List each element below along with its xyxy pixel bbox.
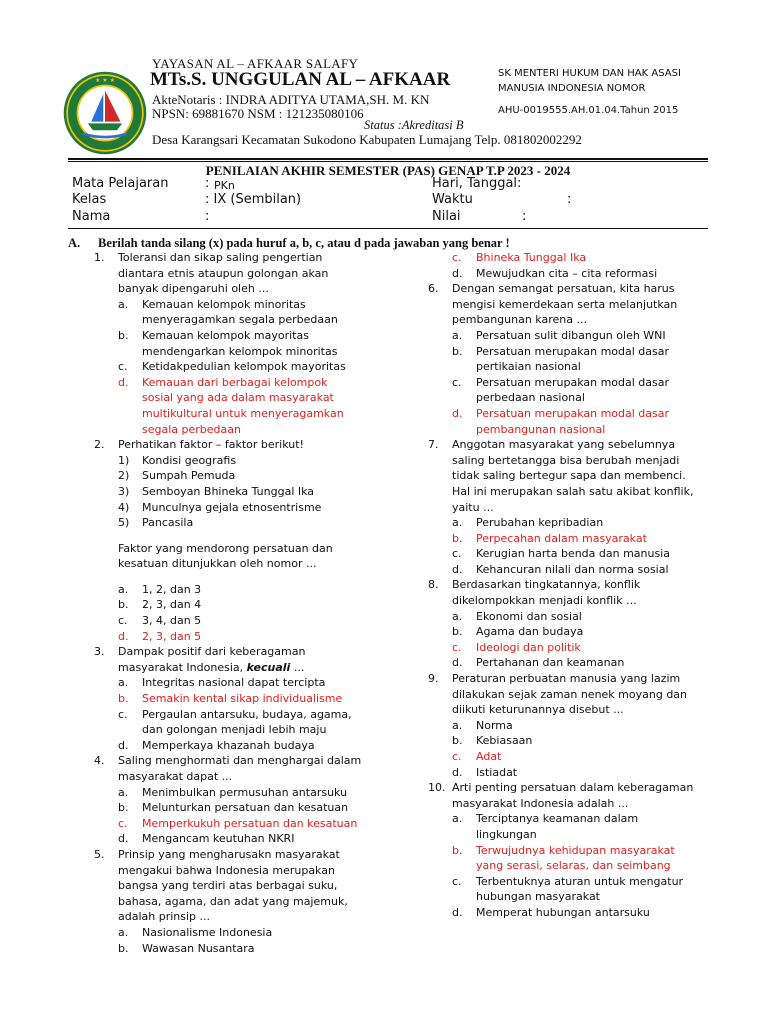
- option-6d-answer[interactable]: d. Persatuan merupakan modal dasar pembangunan nasional: [452, 406, 670, 436]
- option-5a[interactable]: a. Nasionalisme Indonesia: [118, 925, 273, 939]
- question-number: 10.: [428, 781, 446, 795]
- question-text: Dampak positif dari keberagaman masyarakat Indonesia, kecuali ...: [118, 645, 306, 674]
- question-4: [94, 753, 394, 784]
- option-8b[interactable]: b. Agama dan budaya: [452, 625, 584, 639]
- factor-2: 2) Sumpah Pemuda: [118, 469, 236, 483]
- question-2: [94, 437, 394, 453]
- question-number: 5.: [94, 847, 105, 861]
- kelas-label: Kelas: [72, 192, 107, 207]
- notary-deed: AkteNotaris : INDRA ADITYA UTAMA,SH. M. KN: [152, 92, 430, 107]
- left-column: [94, 250, 394, 956]
- accreditation-status: Status :Akreditasi B: [364, 118, 464, 132]
- nama-label: Nama: [72, 209, 111, 224]
- option-10d[interactable]: d. Memperat hubungan antarsuku: [452, 905, 650, 919]
- option-1d-answer[interactable]: d. Kemauan dari berbagai kelompok sosial yang ada dalam masyarakat multikultural untuk menyeragamkan segala perbedaan: [118, 375, 344, 436]
- option-1b[interactable]: b. Kemauan kelompok mayoritas mendengarkan kelompok minoritas: [118, 328, 338, 358]
- option-10b-answer[interactable]: b. Terwujudnya kehidupan masyarakat yang serasi, selaras, dan seimbang: [452, 843, 675, 873]
- question-3: [94, 644, 394, 675]
- option-5c-answer[interactable]: c. Bhineka Tunggal Ika: [452, 251, 587, 264]
- option-4b[interactable]: b. Melunturkan persatuan dan kesatuan: [118, 801, 349, 815]
- nilai-colon: :: [522, 209, 527, 224]
- school-name: MTs.S. UNGGULAN AL – AFKAAR: [150, 69, 451, 90]
- option-9a[interactable]: a. Norma: [452, 718, 513, 732]
- question-text: Arti penting persatuan dalam keberagaman masyarakat Indonesia adalah ...: [452, 781, 694, 810]
- svg-text:★ ★ ★: ★ ★ ★: [94, 77, 116, 85]
- question-1: [94, 250, 394, 297]
- question-9: [428, 671, 718, 718]
- kecuali-emphasis: kecuali: [246, 660, 291, 674]
- question-text: Saling menghormati dan menghargai dalam masyarakat dapat ...: [118, 754, 362, 783]
- option-3a[interactable]: a. Integritas nasional dapat tercipta: [118, 676, 326, 690]
- question-number: 1.: [94, 251, 105, 264]
- question-10: [428, 780, 718, 811]
- question-7: [428, 437, 718, 515]
- option-5d[interactable]: d. Mewujudkan cita – cita reformasi: [452, 266, 658, 280]
- school-address: Desa Karangsari Kecamatan Sukodono Kabupaten Lumajang Telp. 081802002292: [152, 132, 582, 147]
- sk-decree: [498, 66, 708, 96]
- question-text: Prinsip yang mengharusakn masyarakat mengakui bahwa Indonesia merupakan bangsa yang terdiri atas berbagai suku, bahasa, agama, dan adat yang majemuk, adalah prinsip ...: [118, 847, 348, 924]
- option-9c-answer[interactable]: c. Adat: [452, 750, 502, 763]
- question-number: 7.: [428, 438, 439, 452]
- info-divider: [68, 228, 708, 229]
- question-text: Toleransi dan sikap saling pengertian diantara etnis ataupun golongan akan banyak dipengaruhi oleh ...: [118, 251, 329, 296]
- option-2c[interactable]: c. 3, 4, dan 5: [118, 614, 202, 628]
- date-label: Hari, Tanggal:: [432, 176, 522, 191]
- nilai-label: Nilai: [432, 209, 461, 224]
- option-2d-answer[interactable]: d. 2, 3, dan 5: [118, 629, 202, 643]
- yayasan-name: YAYASAN AL – AFKAAR SALAFY: [152, 56, 359, 71]
- option-9b[interactable]: b. Kebiasaan: [452, 734, 533, 748]
- option-6a[interactable]: a. Persatuan sulit dibangun oleh WNI: [452, 328, 666, 342]
- waktu-colon: :: [567, 192, 572, 207]
- option-3c[interactable]: c. Pergaulan antarsuku, budaya, agama, dan golongan menjadi lebih maju: [118, 707, 352, 737]
- option-1a[interactable]: a. Kemauan kelompok minoritas menyeragamkan segala perbedaan: [118, 297, 338, 327]
- option-3b-answer[interactable]: b. Semakin kental sikap individualisme: [118, 692, 343, 706]
- factor-4: 4) Munculnya gejala etnosentrisme: [118, 500, 322, 514]
- option-9d[interactable]: d. Istiadat: [452, 765, 518, 779]
- question-text: Berdasarkan tingkatannya, konflik dikelompokkan menjadi konflik ...: [452, 578, 641, 608]
- question-number: 2.: [94, 438, 105, 452]
- option-6b[interactable]: b. Persatuan merupakan modal dasar pertikaian nasional: [452, 344, 670, 374]
- mapel-colon: :: [205, 176, 210, 191]
- question-text: Perhatikan faktor – faktor berikut!: [118, 438, 304, 452]
- exam-title: PENILAIAN AKHIR SEMESTER (PAS) GENAP T.P 2023 - 2024: [205, 163, 571, 178]
- question-number: 4.: [94, 754, 105, 768]
- factor-5: 5) Pancasila: [118, 516, 194, 530]
- factor-3: 3) Semboyan Bhineka Tunggal Ika: [118, 484, 315, 498]
- header-divider: [68, 158, 708, 160]
- question-text: Anggotan masyarakat yang sebelumnya saling bertetangga bisa berubah menjadi tidak saling bertegur sapa dan membenci. Hal ini merupakan salah satu akibat konflik, yaitu ...: [452, 438, 694, 514]
- question-text: Dengan semangat persatuan, kita harus mengisi kemerdekaan serta melanjutkan pembangunan karena ...: [452, 282, 678, 327]
- option-6c[interactable]: c. Persatuan merupakan modal dasar perbedaan nasional: [452, 375, 670, 405]
- question-6: [428, 281, 718, 328]
- option-4a[interactable]: a. Menimbulkan permusuhan antarsuku: [118, 785, 348, 799]
- option-10c[interactable]: c. Terbentuknya aturan untuk mengatur hubungan masyarakat: [452, 874, 684, 904]
- option-4c-answer[interactable]: c. Memperkukuh persatuan dan kesatuan: [118, 816, 358, 830]
- option-1c[interactable]: c. Ketidakpedulian kelompok mayoritas: [118, 360, 346, 374]
- question-8: [428, 577, 718, 608]
- right-column: [428, 250, 718, 921]
- option-8c-answer[interactable]: c. Ideologi dan politik: [452, 640, 581, 654]
- sk-line-1: SK MENTERI HUKUM DAN HAK ASASI: [498, 68, 681, 79]
- section-a-instruction: [68, 236, 510, 251]
- option-7a[interactable]: a. Perubahan kepribadian: [452, 516, 604, 530]
- section-letter: A.: [68, 236, 81, 250]
- question-number: 6.: [428, 282, 439, 296]
- option-8a[interactable]: a. Ekonomi dan sosial: [452, 609, 582, 623]
- option-10a[interactable]: a. Terciptanya keamanan dalam lingkungan: [452, 812, 639, 841]
- sk-line-2: MANUSIA INDONESIA NOMOR: [498, 83, 646, 94]
- header-divider-thin: [68, 161, 708, 162]
- option-7b-answer[interactable]: b. Perpecahan dalam masyarakat: [452, 531, 647, 545]
- waktu-label: Waktu: [432, 192, 473, 207]
- question-5: [94, 847, 394, 925]
- question-text: Peraturan perbuatan manusia yang lazim dilakukan sejak zaman nenek moyang dan diikuti keturunannya disebut ...: [452, 672, 688, 717]
- option-7d[interactable]: d. Kehancuran nilali dan norma sosial: [452, 562, 669, 576]
- question-number: 8.: [428, 578, 439, 592]
- question-number: 3.: [94, 645, 105, 659]
- option-4d[interactable]: d. Mengancam keutuhan NKRI: [118, 832, 295, 846]
- nama-colon: :: [205, 209, 210, 224]
- ahu-number: AHU-0019555.AH.01.04.Tahun 2015: [498, 105, 679, 116]
- section-text: Berilah tanda silang (x) pada huruf a, b, c, atau d pada jawaban yang benar !: [98, 236, 510, 250]
- option-5b[interactable]: b. Wawasan Nusantara: [118, 941, 255, 955]
- option-3d[interactable]: d. Memperkaya khazanah budaya: [118, 738, 315, 752]
- option-7c[interactable]: c. Kerugian harta benda dan manusia: [452, 547, 671, 561]
- option-2b[interactable]: b. 2, 3, dan 4: [118, 598, 202, 612]
- mapel-label: Mata Pelajaran: [72, 176, 169, 191]
- kelas-value: : IX (Sembilan): [205, 192, 302, 207]
- question-number: 9.: [428, 672, 439, 686]
- mapel-value: PKn: [214, 179, 235, 192]
- question-2-tail: Faktor yang mendorong persatuan dan kesatuan ditunjukkan oleh nomor ...: [118, 541, 333, 571]
- school-emblem-icon: [62, 70, 148, 156]
- option-8d[interactable]: d. Pertahanan dan keamanan: [452, 656, 625, 670]
- factor-1: 1) Kondisi geografis: [118, 453, 237, 467]
- npsn-nsm: NPSN: 69881670 NSM : 121235080106: [152, 106, 364, 121]
- option-2a[interactable]: a. 1, 2, dan 3: [118, 582, 202, 596]
